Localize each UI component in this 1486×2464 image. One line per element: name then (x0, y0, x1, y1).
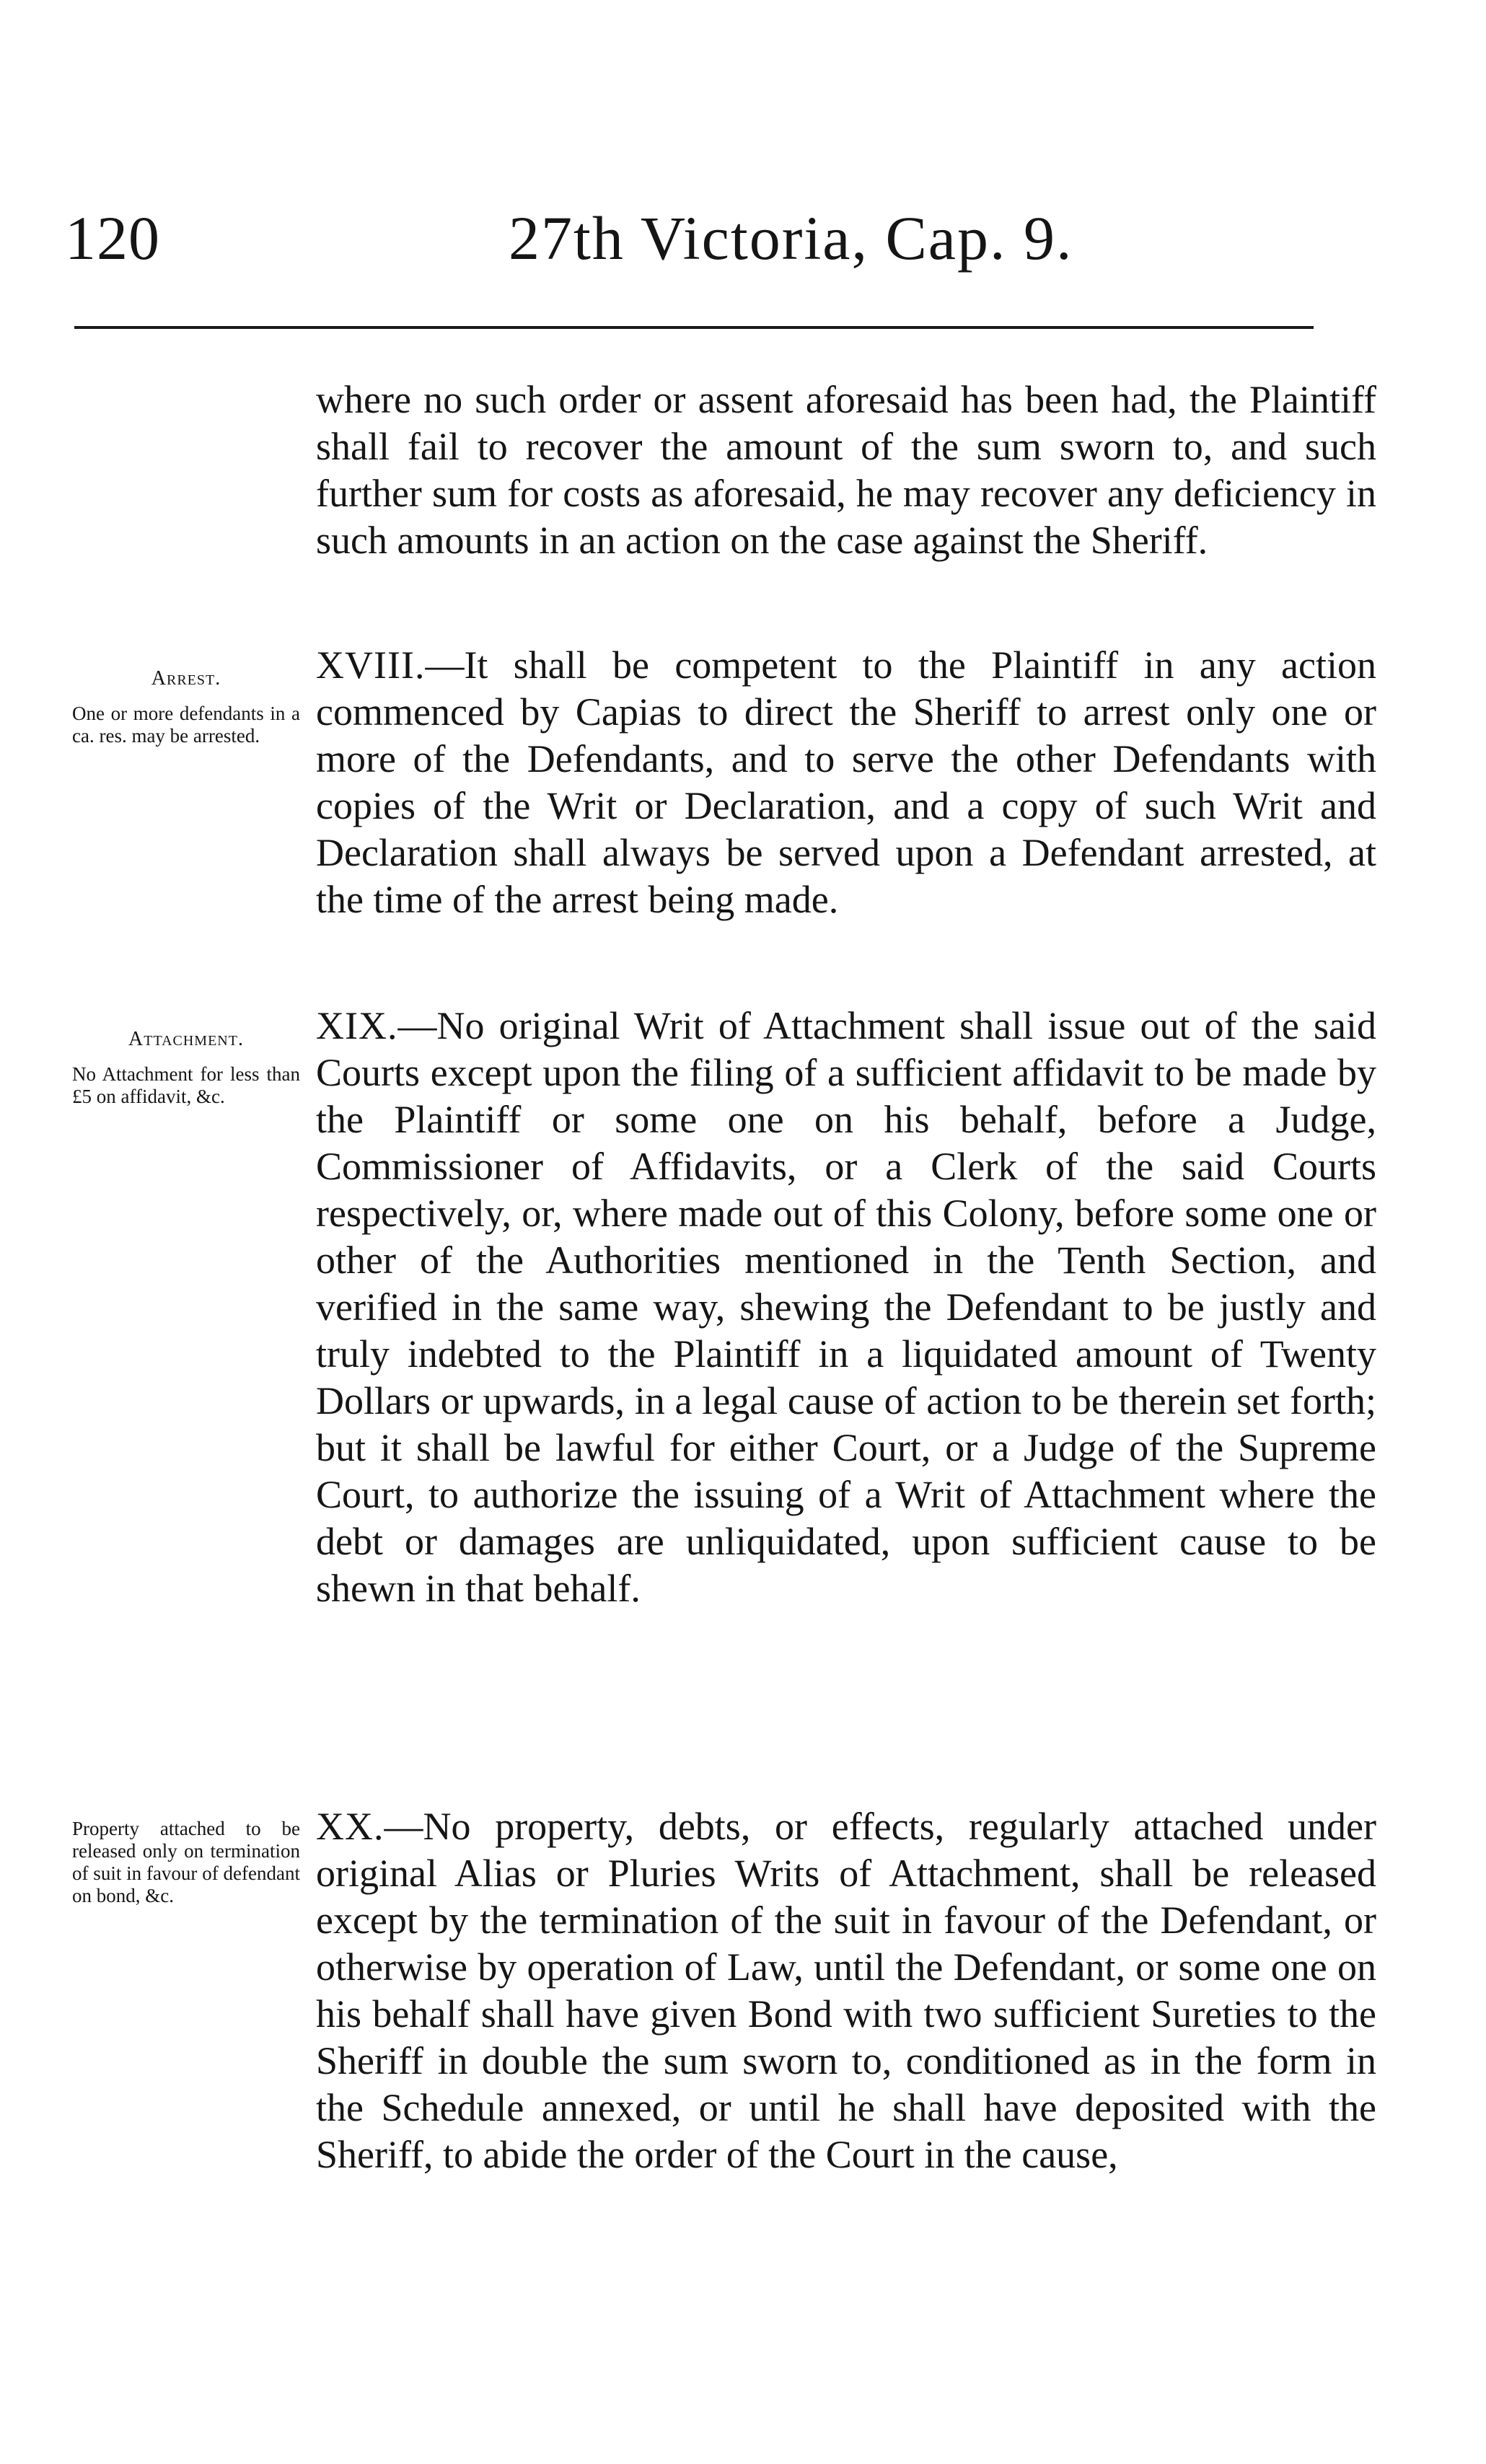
running-title: 27th Victoria, Cap. 9. (509, 203, 1073, 273)
margin-note-section-18 (72, 667, 300, 747)
section-20-paragraph (316, 1803, 1376, 2272)
section-text: —No original Writ of Attachment shall issue out of the said Courts except upon the filing of a sufficient affidavit to be made by the Plaintiff or some one on his behalf, before a Judge, Commissioner of Affidavits, or a Clerk of the said Courts respectively, or, where made out of this Colony, before some one or other of the Authorities mentioned in the Tenth Section, and verified in the same way, shewing the Defendant to be justly and truly indebted to the Plaintiff in a liquidated amount of Twenty Dollars or upwards, in a legal cause of action to be therein set forth; but it shall be lawful for either Court, or a Judge of the Supreme Court, to authorize the issuing of a Writ of Attachment where the debt or damages are unliquidated, upon sufficient cause to be shewn in that behalf. (316, 1004, 1376, 1610)
continuation-paragraph (316, 377, 1376, 615)
continuation-text: where no such order or assent aforesaid has been had, the Plaintiff shall fail to recover the amount of the sum sworn to, and such further sum for costs as aforesaid, he may recover any deficiency in such amounts in an action on the case against the Sheriff. (316, 378, 1376, 562)
section-number: XIX. (316, 1004, 398, 1047)
margin-note-text: Property attached to be released only on termination of suit in favour of defendant on bond, &c. (72, 1818, 300, 1906)
page-number: 120 (65, 203, 160, 273)
section-text: —No property, debts, or effects, regularly attached under original Alias or Pluries Writs of Attachment, shall be released except by the termination of the suit in favour of the Defendant, or otherwise by operation of Law, until the Defendant, or some one on his behalf shall have given Bond with two sufficient Sureties to the Sheriff in double the sum sworn to, conditioned as in the form in the Schedule annexed, or until he shall have deposited with the Sheriff, to abide the order of the Court in the cause, (316, 1805, 1376, 2176)
section-number: XVIII. (316, 643, 426, 687)
header-rule (74, 326, 1314, 329)
margin-heading: Arrest. (151, 667, 221, 690)
section-19-paragraph (316, 1003, 1376, 1767)
margin-note-text: One or more defendants in a ca. res. may be arrested. (72, 703, 300, 747)
margin-note-section-19 (72, 1028, 300, 1108)
margin-note-section-20 (72, 1818, 300, 1907)
margin-note-text: No Attachment for less than £5 on affidavit, &c. (72, 1063, 300, 1107)
section-18-paragraph (316, 642, 1376, 974)
section-text: —It shall be competent to the Plaintiff in any action commenced by Capias to direct the Sheriff to arrest only one or more of the Defendants, and to serve the other Defendants with copies of the Writ or Declaration, and a copy of such Writ and Declaration shall always be served upon a Defendant arrested, at the time of the arrest being made. (316, 643, 1376, 921)
section-number: XX. (316, 1805, 384, 1848)
page-header (0, 195, 1486, 296)
margin-heading: Attachment. (128, 1028, 244, 1050)
